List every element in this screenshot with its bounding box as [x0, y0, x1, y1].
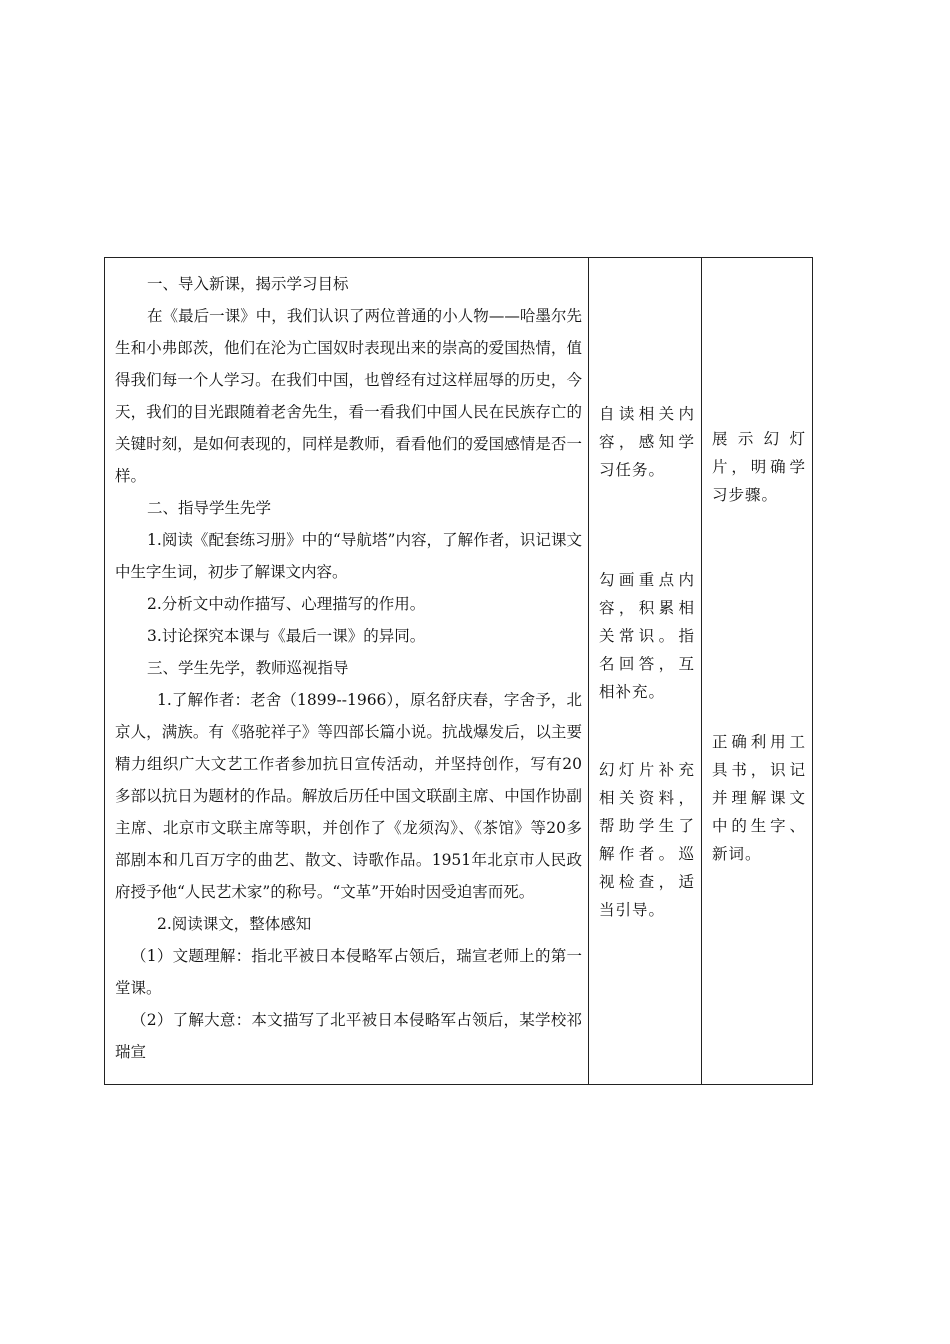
intro-paragraph: 在《最后一课》中，我们认识了两位普通的小人物——哈墨尔先生和小弗郎茨，他们在沦为亡国奴时表现出来的崇高的爱国热情，值得我们每一个人学习。在我们中国，也曾经有过这样屈辱的历史，今天，我们的目光跟随着老舍先生，看一看我们中国人民在民族存亡的关键时刻，是如何表现的，同样是教师，看看他们的爱国感情是否一样。 — [115, 307, 582, 485]
lesson-plan-table — [104, 257, 813, 1085]
title-meaning-paragraph: （1）文题理解：指北平被日本侵略军占领后，瑞宣老师上的第一堂课。 — [115, 947, 582, 997]
gist-paragraph: （2）了解大意：本文描写了北平被日本侵略军占领后，某学校祁瑞宣 — [115, 1011, 582, 1061]
author-info-paragraph: 1.了解作者：老舍（1899--1966），原名舒庆春，字舍予，北京人，满族。有《骆驼祥子》等四部长篇小说。抗战爆发后，以主要精力组织广大文艺工作者参加抗日宣传活动，并坚持创作，写有20多部以抗日为题材的作品。解放后历任中国文联副主席、中国作协副主席、北京市文联主席等职，并创作了《龙须沟》、《茶馆》等20多部剧本和几百万字的曲艺、散文、诗歌作品。1951年北京市人民政府授予他“人民艺术家”的称号。“文革”开始时因受迫害而死。 — [115, 691, 582, 901]
teacher-activity-2: 正确利用工具书，识记并理解课文中的生字、新词。 — [712, 733, 806, 863]
reading-heading: 2.阅读课文，整体感知 — [157, 915, 312, 933]
task-item-2: 2.分析文中动作描写、心理描写的作用。 — [147, 595, 426, 613]
student-activity-2: 勾画重点内容，积累相关常识。指名回答，互相补充。 — [599, 571, 695, 701]
teacher-activity-column — [702, 258, 812, 1084]
task-item-3: 3.讨论探究本课与《最后一课》的异同。 — [147, 627, 426, 645]
teaching-content-column — [105, 258, 589, 1084]
student-activity-column — [589, 258, 702, 1084]
task-item-1: 1.阅读《配套练习册》中的“导航塔”内容，了解作者，识记课文中生字生词，初步了解课文内容。 — [115, 531, 582, 581]
section-heading-guide: 二、指导学生先学 — [147, 499, 272, 517]
teacher-activity-1: 展示幻灯片，明确学习步骤。 — [712, 430, 806, 504]
student-activity-1: 自读相关内容，感知学习任务。 — [599, 405, 695, 479]
section-heading-intro: 一、导入新课，揭示学习目标 — [147, 275, 349, 293]
student-activity-3: 幻灯片补充相关资料，帮助学生了解作者。巡视检查，适当引导。 — [599, 761, 695, 919]
section-heading-self-study: 三、学生先学，教师巡视指导 — [147, 659, 349, 677]
